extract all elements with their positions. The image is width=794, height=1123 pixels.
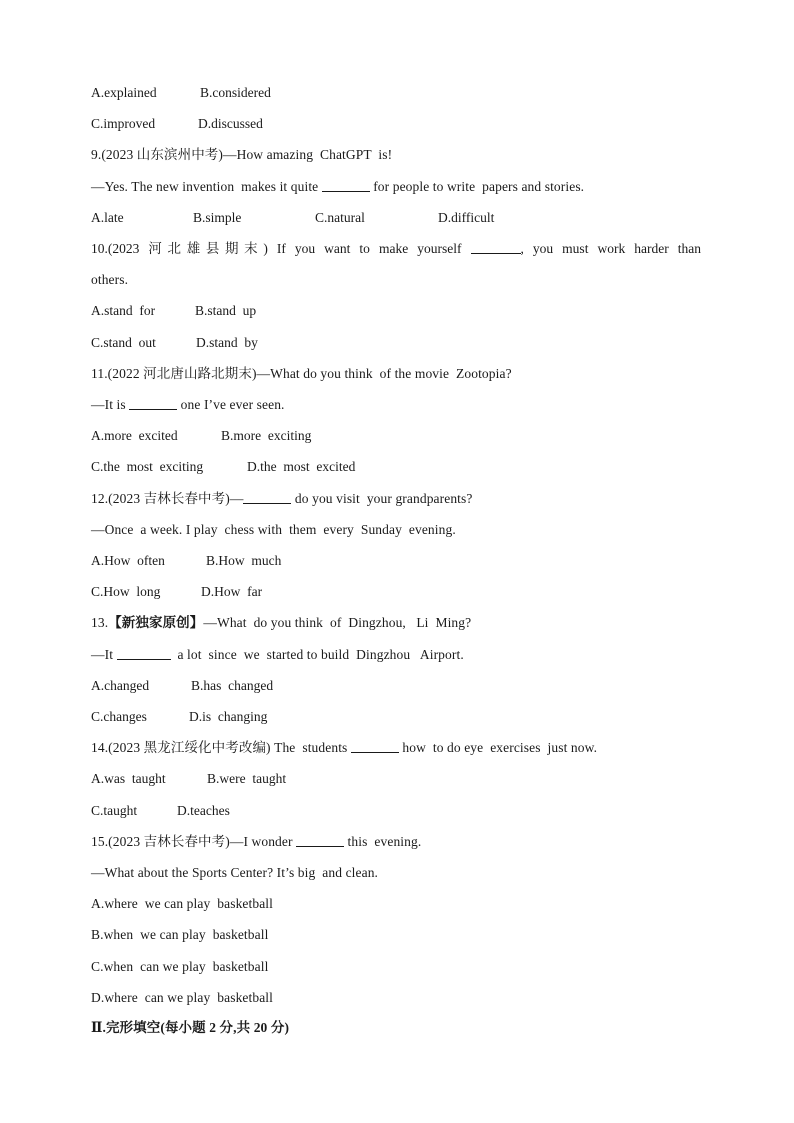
q12-option-b: B.How much xyxy=(206,553,282,568)
q9-blank xyxy=(322,179,370,192)
section-2-heading: Ⅱ.完形填空(每小题 2 分,共 20 分) xyxy=(91,1020,290,1035)
q10-options-row-1 xyxy=(91,302,741,320)
q10-options-row-2 xyxy=(91,334,741,352)
q15-option-b: B.when we can play basketball xyxy=(91,927,269,942)
q9-reply-post: for people to write papers and stories. xyxy=(369,179,585,194)
q14-option-c: C.taught xyxy=(91,803,138,818)
q14-option-b: B.were taught xyxy=(207,771,287,786)
q11-blank xyxy=(129,397,177,410)
q10-stem-post: , you must work harder than xyxy=(520,241,701,256)
q9-reply xyxy=(91,178,584,196)
q11-reply-pre: —It is xyxy=(91,397,130,412)
q12-option-a: A.How often xyxy=(91,553,165,568)
q14-options-row-2 xyxy=(91,802,741,820)
q11-option-a: A.more excited xyxy=(91,428,178,443)
q9-option-d: D.difficult xyxy=(438,210,495,225)
q13-reply-pre: —It xyxy=(91,647,117,662)
q15-stem-pre: 15.(2023 吉林长春中考)—I wonder xyxy=(91,834,297,849)
q15-option-c: C.when can we play basketball xyxy=(91,959,269,974)
q10-option-a: A.stand for xyxy=(91,303,156,318)
q12-stem-pre: 12.(2023 吉林长春中考)— xyxy=(91,491,244,506)
q9-stem: 9.(2023 山东滨州中考)—How amazing ChatGPT is! xyxy=(91,147,393,162)
q8-option-d: D.discussed xyxy=(198,116,263,131)
q8-option-a: A.explained xyxy=(91,85,157,100)
q10-option-c: C.stand out xyxy=(91,335,156,350)
q11-option-b: B.more exciting xyxy=(221,428,312,443)
q14-blank xyxy=(351,740,399,753)
q9-option-c: C.natural xyxy=(315,210,365,225)
q13-option-b: B.has changed xyxy=(191,678,274,693)
q12-blank xyxy=(243,491,291,504)
q11-reply-post: one I’ve ever seen. xyxy=(177,397,285,412)
q8-options-row-2 xyxy=(91,115,741,133)
q13-number: 13. xyxy=(91,615,109,630)
q8-option-c: C.improved xyxy=(91,116,156,131)
q13-option-c: C.changes xyxy=(91,709,147,724)
q12-reply: —Once a week. I play chess with them every Sunday evening. xyxy=(91,522,456,537)
q15-stem xyxy=(91,833,421,851)
q10-stem xyxy=(91,240,701,258)
q12-option-d: D.How far xyxy=(201,584,263,599)
q14-stem-post: how to do eye exercises just now. xyxy=(398,740,598,755)
q13-option-d: D.is changing xyxy=(189,709,268,724)
q13-reply xyxy=(91,646,464,664)
q12-stem-post: do you visit your grandparents? xyxy=(291,491,473,506)
q11-option-d: D.the most excited xyxy=(247,459,356,474)
q15-option-a: A.where we can play basketball xyxy=(91,896,274,911)
q9-option-b: B.simple xyxy=(193,210,242,225)
q10-blank xyxy=(471,241,521,254)
q15-blank xyxy=(296,834,344,847)
q12-options-row-1 xyxy=(91,552,741,570)
q14-option-a: A.was taught xyxy=(91,771,166,786)
q13-options-row-2 xyxy=(91,708,741,726)
q14-option-d: D.teaches xyxy=(177,803,230,818)
q14-stem-pre: 14.(2023 黑龙江绥化中考改编) The students xyxy=(91,740,351,755)
q9-options xyxy=(91,209,741,227)
q13-stem xyxy=(91,614,471,632)
q8-options-row-1 xyxy=(91,84,741,102)
q13-options-row-1 xyxy=(91,677,741,695)
q13-option-a: A.changed xyxy=(91,678,150,693)
q13-stem-text: —What do you think of Dingzhou, Li Ming? xyxy=(203,615,472,630)
q10-option-d: D.stand by xyxy=(196,335,258,350)
q12-option-c: C.How long xyxy=(91,584,161,599)
q15-reply: —What about the Sports Center? It’s big and clean. xyxy=(91,865,379,880)
q14-options-row-1 xyxy=(91,770,741,788)
q9-option-a: A.late xyxy=(91,210,124,225)
q14-stem xyxy=(91,739,597,757)
q13-tag: 【新独家原创】 xyxy=(108,615,204,630)
q11-options-row-1 xyxy=(91,427,741,445)
q11-stem: 11.(2022 河北唐山路北期末)—What do you think of the movie Zootopia? xyxy=(91,366,512,381)
q10-stem-pre: 10.(2023 河北雄县期末) If you want to make yourself xyxy=(91,241,471,256)
q10-stem-cont: others. xyxy=(91,272,129,287)
q15-option-d: D.where can we play basketball xyxy=(91,990,274,1005)
q8-option-b: B.considered xyxy=(200,85,271,100)
q11-reply xyxy=(91,396,285,414)
q11-option-c: C.the most exciting xyxy=(91,459,204,474)
q9-reply-pre: —Yes. The new invention makes it quite xyxy=(91,179,322,194)
q11-options-row-2 xyxy=(91,458,741,476)
q12-stem xyxy=(91,490,472,508)
q10-option-b: B.stand up xyxy=(195,303,257,318)
q12-options-row-2 xyxy=(91,583,741,601)
q13-blank xyxy=(117,647,171,660)
q15-stem-post: this evening. xyxy=(344,834,422,849)
q13-reply-post: a lot since we started to build Dingzhou Airport. xyxy=(170,647,464,662)
